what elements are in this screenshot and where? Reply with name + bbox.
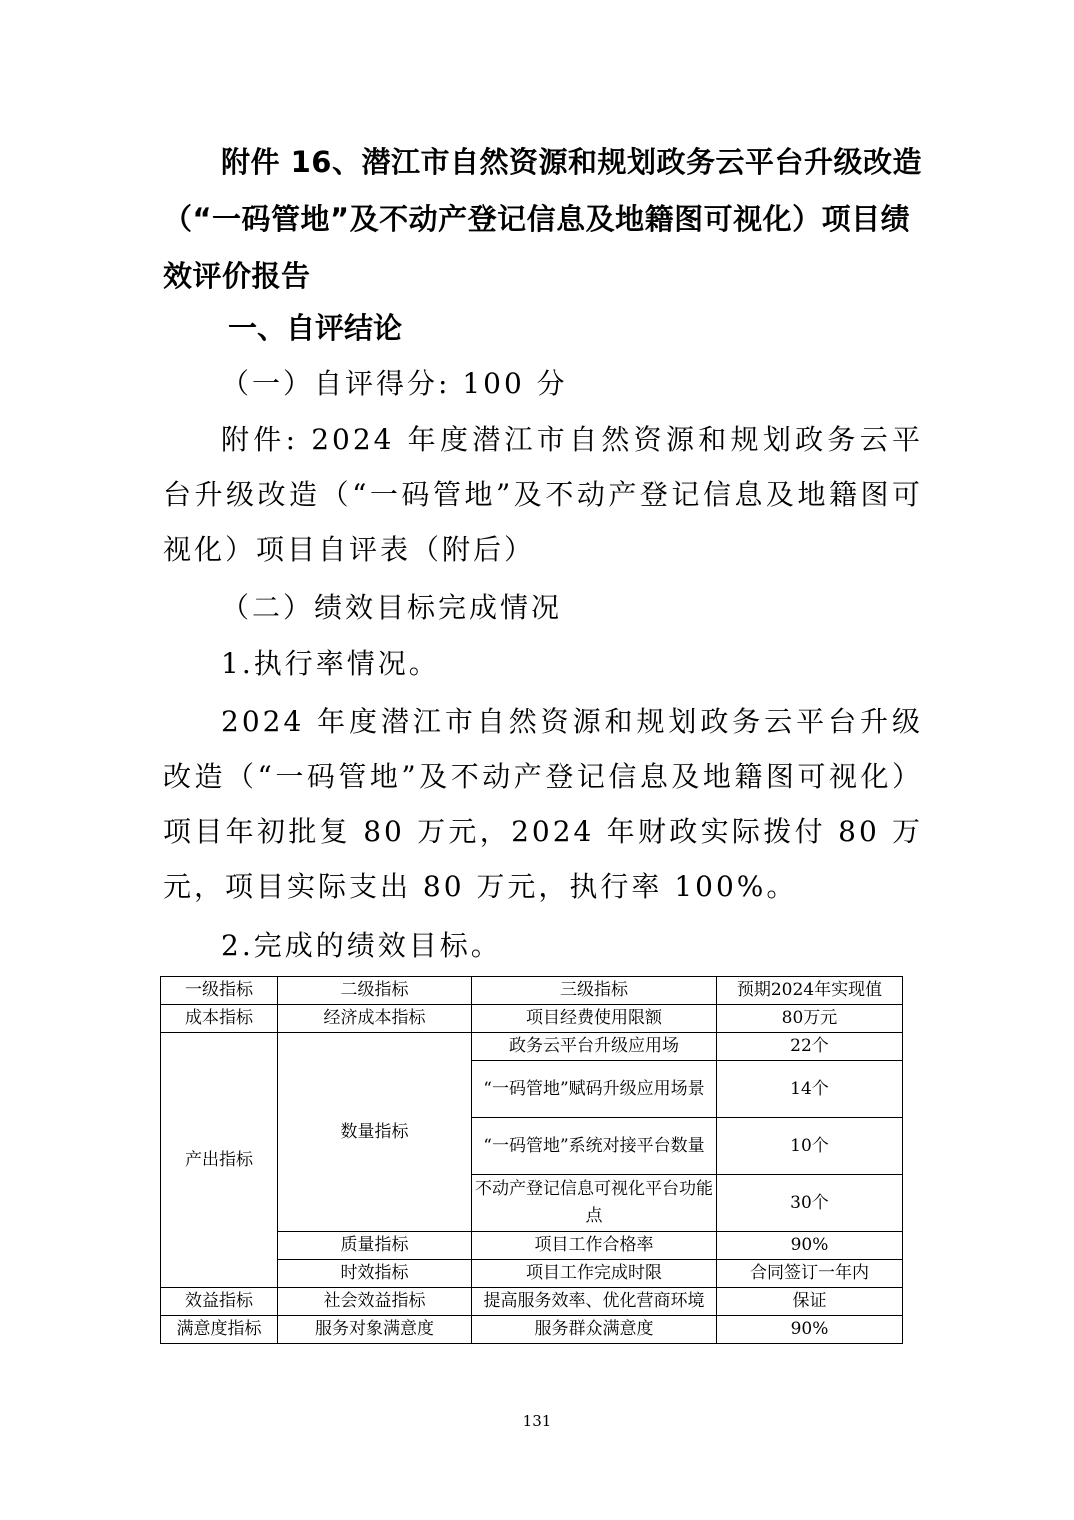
cell-level1: 满意度指标 (161, 1316, 278, 1344)
cell-level1: 效益指标 (161, 1288, 278, 1316)
cell-level3: 政务云平台升级应用场 (472, 1033, 717, 1061)
title-line-1: 附件 16、潜江市自然资源和规划政务云平台升级改造 (221, 145, 922, 179)
cell-level3: 服务群众满意度 (472, 1316, 717, 1344)
table-row (161, 1316, 903, 1344)
performance-indicator-table (160, 976, 903, 1344)
cell-level3: 项目工作合格率 (472, 1232, 717, 1260)
attachment-note: 附件: 2024 年度潜江市自然资源和规划政务云平台升级改造（“一码管地”及不动产登记信息及地籍图可视化）项目自评表（附后） (163, 423, 923, 566)
cell-value: 保证 (717, 1288, 903, 1316)
self-score: （一）自评得分: 100 分 (221, 367, 568, 400)
table-row (161, 1033, 903, 1061)
page-number: 131 (522, 1412, 552, 1430)
cell-value: 80万元 (717, 1005, 903, 1033)
header-level3: 三级指标 (472, 977, 717, 1005)
cell-value: 14个 (717, 1061, 903, 1118)
cell-value: 90% (717, 1316, 903, 1344)
cell-level3: 提高服务效率、优化营商环境 (472, 1288, 717, 1316)
cell-level3: 项目经费使用限额 (472, 1005, 717, 1033)
cell-value: 30个 (717, 1175, 903, 1232)
header-expected-value: 预期2024年实现值 (717, 977, 903, 1005)
cell-level2: 经济成本指标 (278, 1005, 472, 1033)
cell-level3: 不动产登记信息可视化平台功能点 (472, 1175, 717, 1232)
cell-level3: “一码管地”赋码升级应用场景 (472, 1061, 717, 1118)
cell-value: 90% (717, 1232, 903, 1260)
table-row (161, 1005, 903, 1033)
execution-rate-text: 2024 年度潜江市自然资源和规划政务云平台升级改造（“一码管地”及不动产登记信息及地籍图可视化）项目年初批复 80 万元，2024 年财政实际拨付 80 万元，项目实际支出 80 万元，执行率 100%。 (163, 705, 923, 903)
title-line-3: 效评价报告 (163, 259, 311, 293)
table-header-row (161, 977, 903, 1005)
cell-level2: 数量指标 (278, 1033, 472, 1232)
cell-level1: 产出指标 (161, 1033, 278, 1288)
cell-value: 22个 (717, 1033, 903, 1061)
header-level2: 二级指标 (278, 977, 472, 1005)
cell-level3: 项目工作完成时限 (472, 1260, 717, 1288)
cell-value: 合同签订一年内 (717, 1260, 903, 1288)
report-title (163, 134, 923, 305)
cell-level2: 质量指标 (278, 1232, 472, 1260)
subsection-goal-completion: （二）绩效目标完成情况 (221, 591, 563, 624)
item-completed-goals: 2.完成的绩效目标。 (221, 929, 502, 962)
table-row (161, 1288, 903, 1316)
header-level1: 一级指标 (161, 977, 278, 1005)
cell-level2: 服务对象满意度 (278, 1316, 472, 1344)
item-execution-rate: 1.执行率情况。 (221, 647, 440, 680)
cell-level1: 成本指标 (161, 1005, 278, 1033)
cell-level2: 社会效益指标 (278, 1288, 472, 1316)
cell-level3: “一码管地”系统对接平台数量 (472, 1118, 717, 1175)
section-heading-self-evaluation: 一、自评结论 (228, 311, 403, 345)
cell-level2: 时效指标 (278, 1260, 472, 1288)
cell-value: 10个 (717, 1118, 903, 1175)
title-line-2: （“一码管地”及不动产登记信息及地籍图可视化）项目绩 (163, 202, 911, 236)
